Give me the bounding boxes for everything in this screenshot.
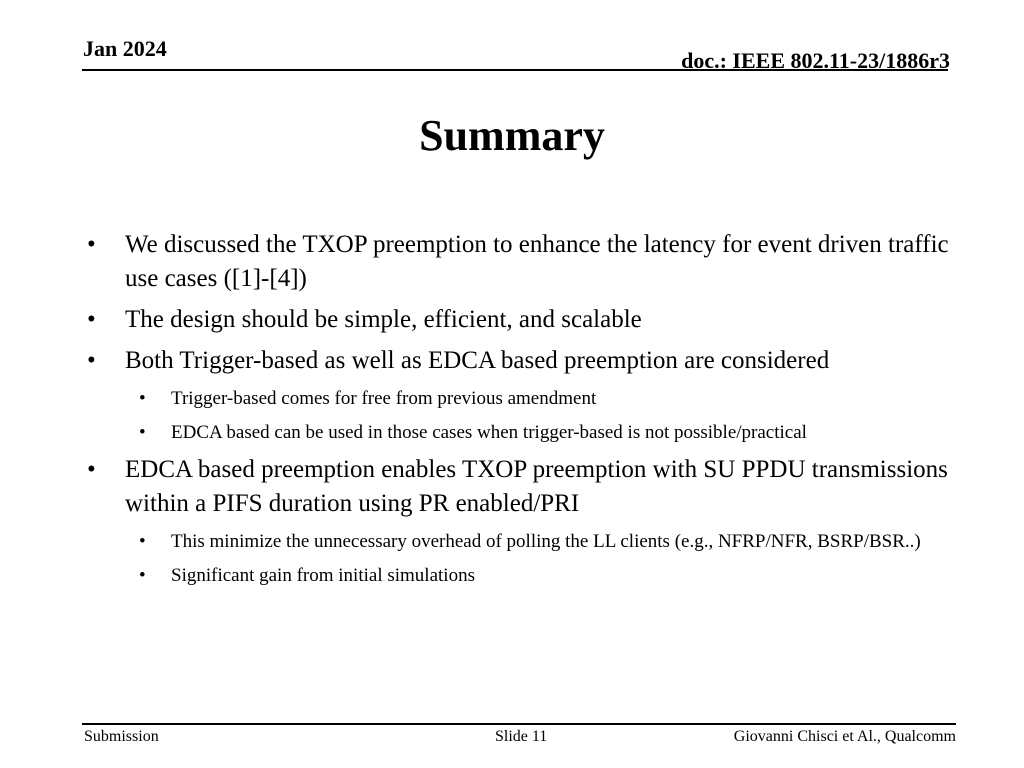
sub-bullet-item: • Significant gain from initial simulations [84,562,964,589]
footer-divider [82,723,956,725]
sub-bullet-item: • EDCA based can be used in those cases when trigger-based is not possible/practical [84,419,964,446]
footer-slide-number: Slide 11 [495,728,548,745]
bullet-item: • Both Trigger-based as well as EDCA based preemption are considered [84,344,964,378]
footer-authors: Giovanni Chisci et Al., Qualcomm [733,728,956,745]
bullet-item: • We discussed the TXOP preemption to enhance the latency for event driven traffic use cases ([1]-[4]) [84,228,964,296]
header-divider [82,69,948,71]
footer-submission: Submission [84,728,159,745]
slide-title: Summary [419,111,605,160]
bullet-list [84,228,964,596]
header-date: Jan 2024 [83,36,167,61]
bullet-item: • EDCA based preemption enables TXOP preemption with SU PPDU transmissions within a PIFS duration using PR enabled/PRI [84,453,964,521]
bullet-item: • The design should be simple, efficient, and scalable [84,303,964,337]
header-doc-id: doc.: IEEE 802.11-23/1886r3 [681,48,950,73]
sub-bullet-item: • Trigger-based comes for free from previous amendment [84,385,964,412]
sub-bullet-item: • This minimize the unnecessary overhead of polling the LL clients (e.g., NFRP/NFR, BSRP/BSR..) [84,528,964,555]
